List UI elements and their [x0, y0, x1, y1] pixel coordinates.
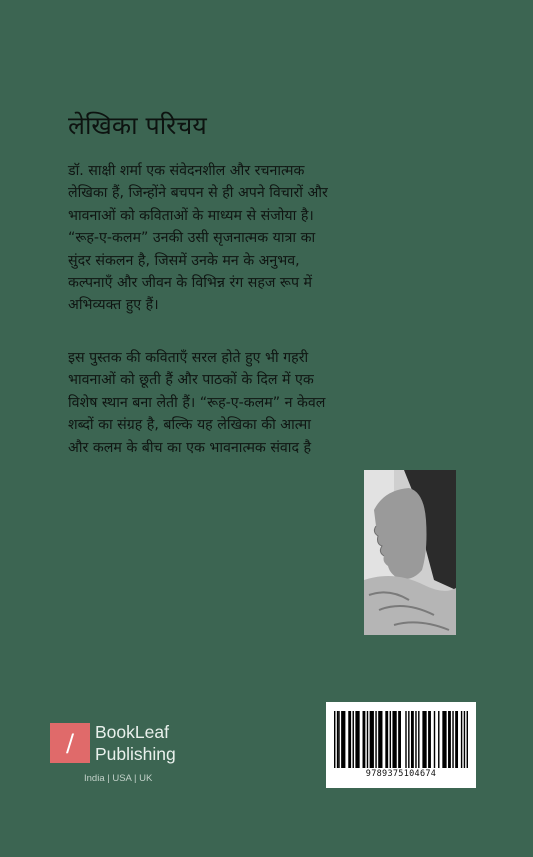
bio-line: “रूह-ए-कलम” उनकी उसी सृजनात्मक यात्रा का	[68, 230, 316, 247]
barcode-bar	[438, 711, 439, 768]
barcode-bar	[428, 711, 431, 768]
barcode-bar	[434, 711, 435, 768]
barcode-bar	[455, 711, 458, 768]
bio-line: कल्पनाएँ और जीवन के विभिन्न रंग सहज रूप में	[68, 275, 312, 292]
barcode-bar	[392, 711, 396, 768]
barcode-bar	[363, 711, 366, 768]
book-description-paragraph	[68, 347, 468, 459]
bookleaf-logo-icon: /	[50, 723, 90, 763]
isbn-barcode	[326, 702, 476, 788]
description-line: इस पुस्तक की कविताएँ सरल होते हुए भी गहरी	[68, 350, 309, 366]
barcode-bars	[334, 711, 468, 768]
barcode-bar	[341, 711, 345, 768]
barcode-bar	[452, 711, 453, 768]
barcode-bar	[464, 711, 465, 768]
author-bio-paragraph	[68, 160, 468, 317]
publisher-regions: India | USA | UK	[84, 773, 153, 784]
barcode-bar	[408, 711, 409, 768]
bio-line: सुंदर संकलन है, जिसमें उनके मन के अनुभव,	[68, 252, 300, 269]
description-line: विशेष स्थान बना लेती हैं। “रूह-ए-कलम” न केवल	[68, 394, 326, 411]
barcode-bar	[442, 711, 446, 768]
bio-line: अभिव्यक्त हुए हैं।	[68, 297, 159, 314]
barcode-bar	[385, 711, 388, 768]
barcode-bar	[415, 711, 416, 768]
isbn-number: 9789375104674	[365, 769, 437, 779]
publisher-name-line2: Publishing	[95, 744, 176, 764]
bio-line: लेखिका हैं, जिन्होंने बचपन से ही अपने विचारों और	[68, 185, 328, 202]
barcode-bar	[348, 711, 351, 768]
barcode-bar	[390, 711, 391, 768]
barcode-bar	[353, 711, 354, 768]
barcode-bar	[337, 711, 338, 768]
barcode-bar	[467, 711, 468, 768]
barcode-bar	[338, 711, 339, 768]
bio-line: डॉ. साक्षी शर्मा एक संवेदनशील और रचनात्मक	[68, 163, 305, 179]
author-photo	[364, 470, 456, 635]
barcode-bar	[461, 711, 462, 768]
description-line: और कलम के बीच का एक भावनात्मक संवाद है	[68, 439, 312, 456]
barcode-bar	[418, 711, 419, 768]
bio-line: भावनाओं को कविताओं के माध्यम से संजोया है।	[68, 207, 314, 224]
barcode-bar	[405, 711, 406, 768]
barcode-bar	[378, 711, 382, 768]
barcode-bar	[411, 711, 414, 768]
section-title: लेखिका परिचय	[68, 111, 207, 140]
barcode-bar	[375, 711, 376, 768]
barcode-bar	[367, 711, 368, 768]
barcode-bar	[398, 711, 401, 768]
barcode-bar	[422, 711, 426, 768]
barcode-bar	[448, 711, 451, 768]
barcode-bar	[355, 711, 359, 768]
publisher-name	[95, 721, 176, 765]
publisher-name-line1: BookLeaf	[95, 722, 169, 742]
barcode-bar	[370, 711, 374, 768]
barcode-bar	[334, 711, 335, 768]
description-line: भावनाओं को छूती हैं और पाठकों के दिल में एक	[68, 372, 314, 389]
description-line: शब्दों का संग्रह है, बल्कि यह लेखिका की आत्मा	[68, 417, 311, 434]
